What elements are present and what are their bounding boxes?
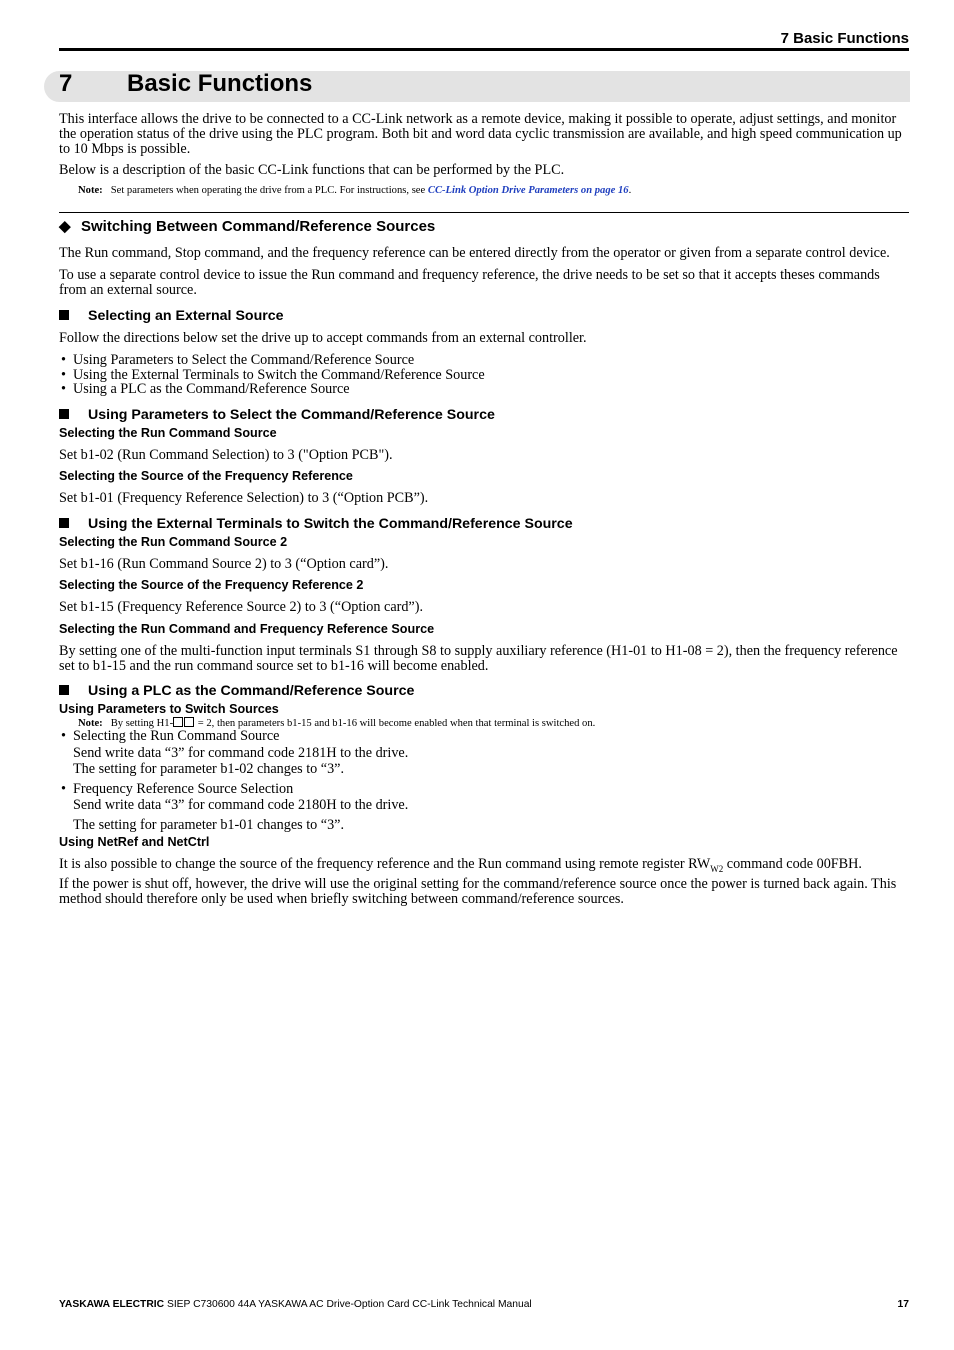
placeholder-box-icon [184, 717, 194, 727]
heading-run-command-source-2: Selecting the Run Command Source 2 [59, 535, 288, 549]
square-bullet-icon [59, 310, 69, 320]
subsection-heading-external-terminals [59, 516, 573, 532]
list-item: • Using the External Terminals to Switch the Command/Reference Source [61, 366, 485, 383]
run-command-step-2: The setting for parameter b1-02 changes to “3”. [73, 761, 345, 777]
header-rule [59, 48, 909, 51]
intro-paragraph-2: Below is a description of the basic CC-Link functions that can be performed by the PLC. [59, 162, 565, 178]
heading-run-command-source: Selecting the Run Command Source [59, 426, 277, 440]
list-item-run-command: • Selecting the Run Command Source [61, 728, 280, 744]
heading-switch-sources: Using Parameters to Switch Sources [59, 702, 279, 716]
frequency-source-step-2: The setting for parameter b1-01 changes to “3”. [73, 817, 345, 833]
plc-note: Note: By setting H1- = 2, then parameters b1-15 and b1-16 will become enabled when that terminal is switched on. [78, 718, 596, 729]
subsection-heading-plc-source [59, 683, 414, 699]
section-rule [59, 212, 909, 213]
square-bullet-icon [59, 409, 69, 419]
run-command-paragraph: Set b1-02 (Run Command Selection) to 3 ("Option PCB"). [59, 447, 393, 463]
page-number: 17 [897, 1299, 909, 1310]
square-bullet-icon [59, 685, 69, 695]
note-label: Note: [78, 185, 103, 196]
running-header: 7 Basic Functions [780, 30, 909, 47]
heading-netref-netctrl: Using NetRef and NetCtrl [59, 835, 210, 849]
section-heading [59, 217, 435, 235]
list-item-frequency-source: • Frequency Reference Source Selection [61, 781, 294, 797]
placeholder-box-icon [173, 717, 183, 727]
chapter-number: 7 [59, 70, 73, 97]
frequency-reference-2-paragraph: Set b1-15 (Frequency Reference Source 2) to 3 (“Option card”). [59, 599, 424, 615]
subsection-title: Using a PLC as the Command/Reference Source [88, 683, 415, 699]
cross-reference-link[interactable]: CC-Link Option Drive Parameters on page 16 [427, 185, 629, 196]
heading-frequency-reference: Selecting the Source of the Frequency Reference [59, 469, 353, 483]
heading-run-and-frequency-source: Selecting the Run Command and Frequency Reference Source [59, 622, 435, 636]
list-item: • Using a PLC as the Command/Reference Source [61, 381, 350, 398]
subsection-title: Selecting an External Source [88, 308, 284, 324]
subsection-title: Using the External Terminals to Switch the Command/Reference Source [88, 516, 573, 532]
switching-paragraph-1: The Run command, Stop command, and the frequency reference can be entered directly from the operator or given from a separate control device. [59, 245, 890, 261]
chapter-title: Basic Functions [127, 70, 313, 97]
run-command-step-1: Send write data “3” for command code 2181H to the drive. [73, 745, 409, 761]
switching-paragraph-2: To use a separate control device to issue the Run command and frequency reference, the drive needs to be set so that it accepts theses commands from an external source. [59, 267, 880, 298]
run-command-2-paragraph: Set b1-16 (Run Command Source 2) to 3 (“Option card”). [59, 556, 389, 572]
section-title: Switching Between Command/Reference Sources [81, 218, 436, 235]
subsection-heading-external-source [59, 308, 284, 324]
note-end: . [628, 185, 632, 196]
method-list [59, 353, 485, 397]
list-item: • Using Parameters to Select the Command/Reference Source [61, 352, 415, 368]
frequency-source-step-1: Send write data “3” for command code 2180H to the drive. [73, 797, 409, 813]
netref-paragraph: It is also possible to change the source of the frequency reference and the Run command using remote register $RW_{W2}$ command code 00FBH. If the power is shut off, however, the drive will use the original setting for the command/reference source once the power is turned back again. This method should therefore only be used when briefly switching between command/reference sources. [59, 856, 897, 907]
square-bullet-icon [59, 518, 69, 528]
intro-note [78, 185, 631, 197]
footer-doc-info: YASKAWA ELECTRIC SIEP C730600 44A YASKAWA AC Drive-Option Card CC-Link Technical Manual [59, 1299, 532, 1310]
intro-paragraph: This interface allows the drive to be connected to a CC-Link network as a remote device, making it possible to operate, adjust settings, and monitor the operation status of the drive using the PLC program. Both bit and word data cyclic transmission are available, and high speed communication up to 10 Mbps is possible. [59, 111, 902, 157]
run-and-frequency-paragraph: By setting one of the multi-function input terminals S1 through S8 to supply auxiliary reference (H1-01 to H1-08 = 2), then the frequency reference set to b1-15 and the run command source set to b1-16 will become enabled. [59, 643, 898, 674]
note-text: Set parameters when operating the drive from a PLC. For instructions, see [110, 185, 428, 196]
note-label: Note: [78, 718, 103, 729]
subsection-heading-using-parameters [59, 407, 495, 423]
external-source-paragraph: Follow the directions below set the drive up to accept commands from an external controller. [59, 330, 587, 346]
subsection-title: Using Parameters to Select the Command/Reference Source [88, 407, 495, 423]
frequency-reference-paragraph: Set b1-01 (Frequency Reference Selection) to 3 (“Option PCB”). [59, 490, 429, 506]
heading-frequency-reference-2: Selecting the Source of the Frequency Reference 2 [59, 578, 364, 592]
diamond-bullet-icon: ◆ [59, 218, 71, 235]
